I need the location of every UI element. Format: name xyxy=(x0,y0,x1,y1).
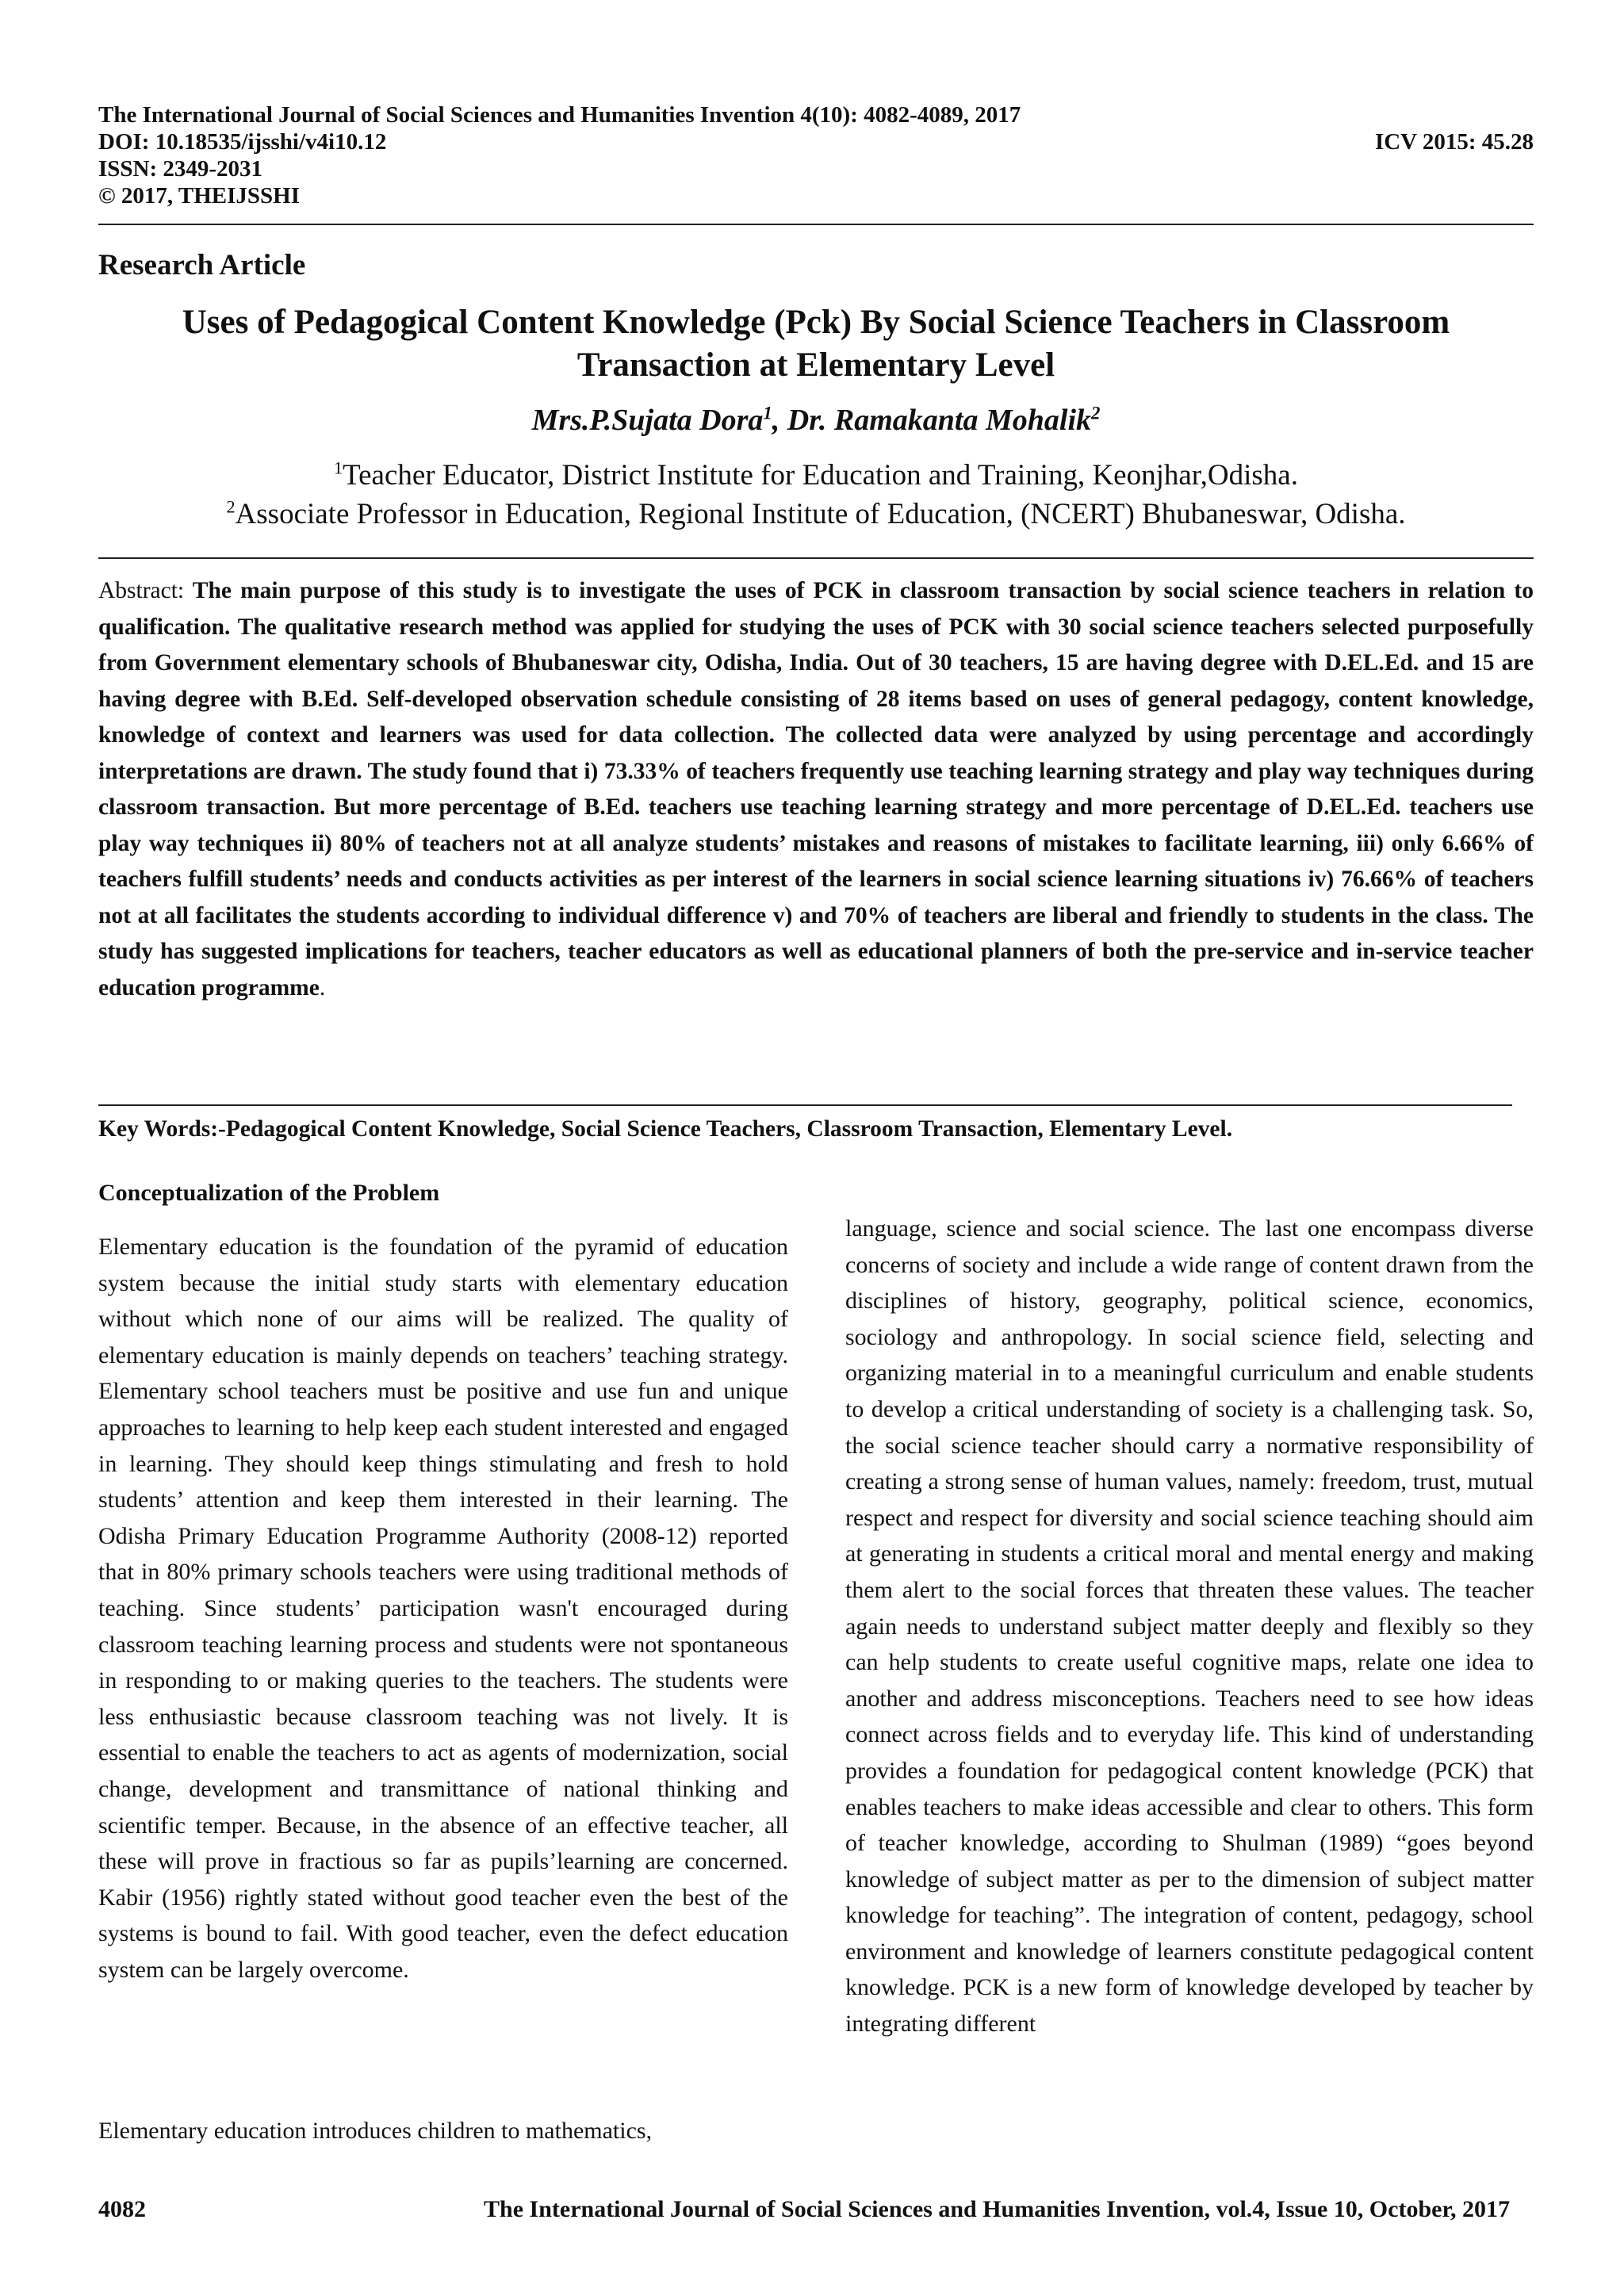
abstract xyxy=(98,573,1534,1006)
icv-value: ICV 2015: 45.28 xyxy=(1374,129,1534,155)
author-1-affil-mark: 1 xyxy=(763,403,772,423)
doi: DOI: 10.18535/ijsshi/v4i10.12 xyxy=(98,129,387,155)
journal-header xyxy=(98,101,1534,209)
abstract-end: . xyxy=(319,974,326,1001)
affiliation-divider xyxy=(98,557,1534,559)
keywords: Key Words:-Pedagogical Content Knowledge, Social Science Teachers, Classroom Transaction, Elementary Level. xyxy=(98,1116,1233,1142)
copyright: © 2017, THEIJSSHI xyxy=(98,183,301,209)
author-list xyxy=(98,403,1534,438)
issn: ISSN: 2349-2031 xyxy=(98,156,263,182)
header-divider xyxy=(98,224,1534,225)
author-2: Dr. Ramakanta Mohalik xyxy=(787,404,1092,437)
page-number: 4082 xyxy=(98,2196,146,2222)
body-paragraph: Elementary education introduces children to mathematics, xyxy=(98,2118,653,2144)
affiliation-1 xyxy=(98,458,1534,493)
affiliation-2 xyxy=(98,497,1534,532)
author-2-affil-mark: 2 xyxy=(1091,403,1101,423)
author-1: Mrs.P.Sujata Dora xyxy=(531,404,764,437)
section-heading: Conceptualization of the Problem xyxy=(98,1180,440,1206)
affiliation-1-mark: 1 xyxy=(334,457,343,478)
affiliation-2-text: Associate Professor in Education, Regional Institute of Education, (NCERT) Bhubaneswar, Odisha. xyxy=(235,498,1406,530)
left-column-continued xyxy=(98,2113,788,2149)
paper-title xyxy=(98,301,1534,387)
body-paragraph: language, science and social science. The last one encompass diverse concerns of society and include a wide range of content drawn from the disciplines of history, geography, political science, economics, sociology and anthropology. In social science field, selecting and organizing material in to a meaningful curriculum and enable students to develop a critical understanding of society is a challenging task. So, the social science teacher should carry a normative responsibility of creating a strong sense of human values, namely: freedom, trust, mutual respect and respect for diversity and social science teaching should aim at generating in students a critical moral and mental energy and making them alert to the social forces that threaten these values. The teacher again needs to understand subject matter deeply and flexibly so they can help students to create useful cognitive maps, relate one idea to another and address misconceptions. Teachers need to see how ideas connect across fields and to everyday life. This kind of understanding provides a foundation for pedagogical content knowledge (PCK) that enables teachers to make ideas accessible and clear to others. This form of teacher knowledge, according to Shulman (1989) “goes beyond knowledge of subject matter as per to the dimension of subject matter knowledge for teaching”. The integration of content, pedagogy, school environment and knowledge of learners constitute pedagogical content knowledge. PCK is a new form of knowledge developed by teacher by integrating different xyxy=(845,1215,1534,2038)
footer-journal: The International Journal of Social Sciences and Humanities Invention, vol.4, Issue 10, October, 2017 xyxy=(484,2196,1510,2222)
body-paragraph: Elementary education is the foundation of the pyramid of education system because the initial study starts with elementary education without which none of our aims will be realized. The quality of elementary education is mainly depends on teachers’ teaching strategy. Elementary school teachers must be positive and use fun and unique approaches to learning to help keep each student interested and engaged in learning. They should keep things stimulating and fresh to hold students’ attention and keep them interested in their learning. The Odisha Primary Education Programme Authority (2008-12) reported that in 80% primary schools teachers were using traditional methods of teaching. Since students’ participation wasn't encouraged during classroom teaching learning process and students were not spontaneous in responding to or making queries to the teachers. The students were less enthusiastic because classroom teaching was not lively. It is essential to enable the teachers to act as agents of modernization, social change, development and transmittance of national thinking and scientific temper. Because, in the absence of an effective teacher, all these will prove in fractious so far as pupils’learning are concerned. Kabir (1956) rightly stated without good teacher even the best of the systems is bound to fail. With good teacher, even the defect education system can be largely overcome. xyxy=(98,1234,788,1983)
abstract-label: Abstract: xyxy=(98,578,185,603)
title-line-2: Transaction at Elementary Level xyxy=(576,346,1055,384)
title-line-1: Uses of Pedagogical Content Knowledge (Pck) By Social Science Teachers in Classroom xyxy=(182,304,1450,341)
journal-citation: The International Journal of Social Sciences and Humanities Invention 4(10): 4082-4089, 2017 xyxy=(98,102,1021,128)
article-type: Research Article xyxy=(98,249,306,281)
left-column xyxy=(98,1229,788,1988)
author-separator: , xyxy=(772,404,787,437)
affiliation-2-mark: 2 xyxy=(226,496,236,517)
abstract-divider xyxy=(98,1104,1512,1106)
affiliation-1-text: Teacher Educator, District Institute for Education and Training, Keonjhar,Odisha. xyxy=(343,459,1298,492)
abstract-text: The main purpose of this study is to investigate the uses of PCK in classroom transaction by social science teachers in relation to qualification. The qualitative research method was applied for studying the uses of PCK with 30 social science teachers selected purposefully from Government elementary schools of Bhubaneswar city, Odisha, India. Out of 30 teachers, 15 are having degree with D.EL.Ed. and 15 are having degree with B.Ed. Self-developed observation schedule consisting of 28 items based on uses of general pedagogy, content knowledge, knowledge of context and learners was used for data collection. The collected data were analyzed by using percentage and accordingly interpretations are drawn. The study found that i) 73.33% of teachers frequently use teaching learning strategy and play way techniques during classroom transaction. But more percentage of B.Ed. teachers use teaching learning strategy and more percentage of D.EL.Ed. teachers use play way techniques ii) 80% of teachers not at all analyze students’ mistakes and reasons of mistakes to facilitate learning, iii) only 6.66% of teachers fulfill students’ needs and conducts activities as per interest of the learners in social science learning situations iv) 76.66% of teachers not at all facilitates the students according to individual difference v) and 70% of teachers are liberal and friendly to students in the class. The study has suggested implications for teachers, teacher educators as well as educational planners of both the pre-service and in-service teacher education programme xyxy=(98,578,1534,1001)
right-column xyxy=(845,1211,1534,2042)
